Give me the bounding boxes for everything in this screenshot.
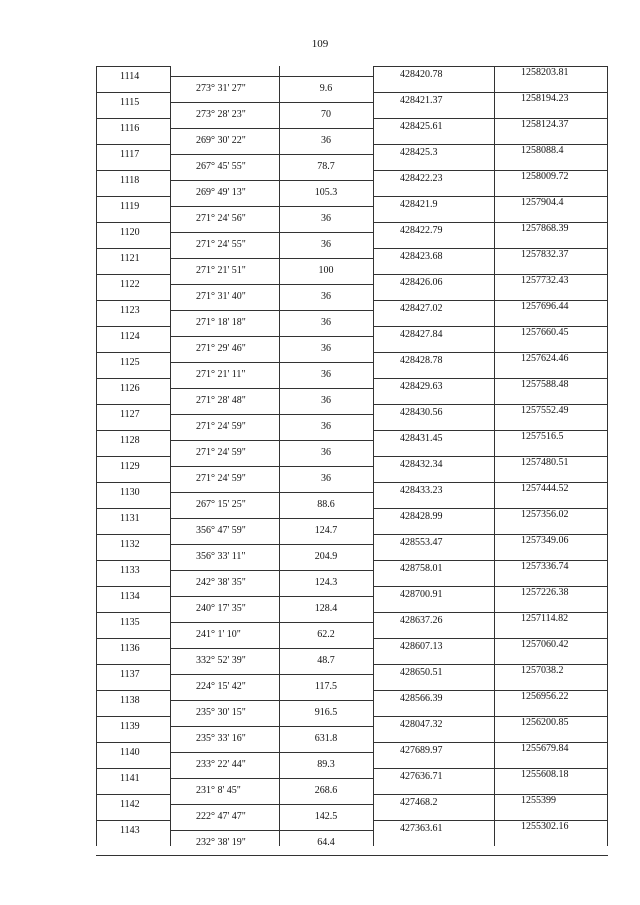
distance: 36 xyxy=(321,135,331,146)
row-rule-coordinates xyxy=(373,794,608,795)
row-rule-segment xyxy=(170,648,373,649)
table-row xyxy=(96,482,608,508)
y-coordinate: 1257060.42 xyxy=(521,639,569,650)
table-row xyxy=(96,560,608,586)
row-rule-bottom xyxy=(96,855,608,856)
bearing: 235° 33' 16" xyxy=(196,733,246,744)
y-coordinate: 1257356.02 xyxy=(521,509,569,520)
row-rule-coordinates xyxy=(373,664,608,665)
row-rule-coordinates xyxy=(373,170,608,171)
y-coordinate: 1257038.2 xyxy=(521,665,564,676)
row-rule-point xyxy=(96,664,170,665)
row-rule-point xyxy=(96,92,170,93)
y-coordinate: 1257696.44 xyxy=(521,301,569,312)
x-coordinate: 428047.32 xyxy=(400,719,443,730)
distance: 36 xyxy=(321,369,331,380)
y-coordinate: 1256200.85 xyxy=(521,717,569,728)
y-coordinate: 1258194.23 xyxy=(521,93,569,104)
x-coordinate: 428700.91 xyxy=(400,589,443,600)
y-coordinate: 1257516.5 xyxy=(521,431,564,442)
table-row xyxy=(96,300,608,326)
row-rule-point xyxy=(96,794,170,795)
table-row xyxy=(96,638,608,664)
x-coordinate: 427363.61 xyxy=(400,823,443,834)
row-rule-point xyxy=(96,378,170,379)
row-rule-segment xyxy=(170,414,373,415)
row-rule-point xyxy=(96,222,170,223)
point-number: 1134 xyxy=(120,591,140,602)
y-coordinate: 1255302.16 xyxy=(521,821,569,832)
y-coordinate: 1257832.37 xyxy=(521,249,569,260)
row-rule-coordinates xyxy=(373,378,608,379)
y-coordinate: 1257480.51 xyxy=(521,457,569,468)
table-row xyxy=(96,508,608,534)
row-rule-segment xyxy=(170,206,373,207)
distance: 204.9 xyxy=(314,551,338,562)
row-rule-coordinates xyxy=(373,274,608,275)
row-rule-segment xyxy=(170,154,373,155)
x-coordinate: 428566.39 xyxy=(400,693,443,704)
row-rule-coordinates xyxy=(373,820,608,821)
distance: 100 xyxy=(318,265,334,276)
row-rule-coordinates xyxy=(373,352,608,353)
distance: 128.4 xyxy=(314,603,338,614)
row-rule-segment xyxy=(170,128,373,129)
point-number: 1141 xyxy=(120,773,140,784)
row-rule-point xyxy=(96,274,170,275)
bearing: 271° 24' 56" xyxy=(196,213,246,224)
bearing: 356° 47' 59" xyxy=(196,525,246,536)
row-rule-point xyxy=(96,248,170,249)
x-coordinate: 428427.02 xyxy=(400,303,443,314)
table-row xyxy=(96,222,608,248)
bearing: 269° 30' 22" xyxy=(196,135,246,146)
x-coordinate: 428637.26 xyxy=(400,615,443,626)
distance: 36 xyxy=(321,291,331,302)
point-number: 1124 xyxy=(120,331,140,342)
x-coordinate: 428432.34 xyxy=(400,459,443,470)
table-row xyxy=(96,456,608,482)
row-rule-segment xyxy=(170,440,373,441)
distance: 142.5 xyxy=(314,811,338,822)
table-row xyxy=(96,326,608,352)
row-rule-point xyxy=(96,560,170,561)
table-row xyxy=(96,430,608,456)
bearing: 271° 21' 11" xyxy=(196,369,246,380)
point-number: 1116 xyxy=(120,123,140,134)
bearing: 269° 49' 13" xyxy=(196,187,246,198)
distance: 36 xyxy=(321,213,331,224)
point-number: 1135 xyxy=(120,617,140,628)
table-row xyxy=(96,820,608,846)
x-coordinate: 428425.61 xyxy=(400,121,443,132)
table-row xyxy=(96,664,608,690)
distance: 89.3 xyxy=(317,759,335,770)
y-coordinate: 1255399 xyxy=(521,795,556,806)
table-row xyxy=(96,794,608,820)
distance: 36 xyxy=(321,395,331,406)
row-rule-coordinates xyxy=(373,638,608,639)
row-rule-point xyxy=(96,196,170,197)
table-row xyxy=(96,196,608,222)
distance: 48.7 xyxy=(317,655,335,666)
distance: 88.6 xyxy=(317,499,335,510)
row-rule-segment xyxy=(170,388,373,389)
bearing: 267° 15' 25" xyxy=(196,499,246,510)
y-coordinate: 1257660.45 xyxy=(521,327,569,338)
point-number: 1131 xyxy=(120,513,140,524)
row-rule-segment xyxy=(170,726,373,727)
row-rule-point xyxy=(96,768,170,769)
y-coordinate: 1257349.06 xyxy=(521,535,569,546)
table-row xyxy=(96,248,608,274)
distance: 36 xyxy=(321,239,331,250)
x-coordinate: 428421.37 xyxy=(400,95,443,106)
bearing: 232° 38' 19" xyxy=(196,837,246,848)
y-coordinate: 1257732.43 xyxy=(521,275,569,286)
distance: 268.6 xyxy=(314,785,338,796)
row-rule-coordinates xyxy=(373,508,608,509)
row-rule-coordinates xyxy=(373,118,608,119)
x-coordinate: 427468.2 xyxy=(400,797,438,808)
row-rule-point xyxy=(96,612,170,613)
y-coordinate: 1257588.48 xyxy=(521,379,569,390)
row-rule-point xyxy=(96,352,170,353)
y-coordinate: 1258088.4 xyxy=(521,145,564,156)
bearing: 271° 28' 48" xyxy=(196,395,246,406)
row-rule-point xyxy=(96,326,170,327)
x-coordinate: 428428.78 xyxy=(400,355,443,366)
row-rule-segment xyxy=(170,310,373,311)
bearing: 233° 22' 44" xyxy=(196,759,246,770)
distance: 916.5 xyxy=(314,707,338,718)
row-rule-coordinates xyxy=(373,560,608,561)
x-coordinate: 428422.79 xyxy=(400,225,443,236)
y-coordinate: 1258203.81 xyxy=(521,67,569,78)
row-rule-segment xyxy=(170,492,373,493)
row-rule-point xyxy=(96,144,170,145)
distance: 36 xyxy=(321,317,331,328)
bearing: 332° 52' 39" xyxy=(196,655,246,666)
distance: 36 xyxy=(321,343,331,354)
bearing: 271° 24' 59" xyxy=(196,473,246,484)
x-coordinate: 427689.97 xyxy=(400,745,443,756)
distance: 36 xyxy=(321,473,331,484)
row-rule-point xyxy=(96,170,170,171)
row-rule-point xyxy=(96,66,170,67)
row-rule-coordinates xyxy=(373,404,608,405)
point-number: 1119 xyxy=(120,201,140,212)
table-row xyxy=(96,612,608,638)
row-rule-segment xyxy=(170,804,373,805)
row-rule-point xyxy=(96,586,170,587)
table-row xyxy=(96,118,608,144)
x-coordinate: 428607.13 xyxy=(400,641,443,652)
bearing: 271° 31' 40" xyxy=(196,291,246,302)
y-coordinate: 1255608.18 xyxy=(521,769,569,780)
point-number: 1121 xyxy=(120,253,140,264)
x-coordinate: 428426.06 xyxy=(400,277,443,288)
x-coordinate: 428421.9 xyxy=(400,199,438,210)
bearing: 271° 24' 55" xyxy=(196,239,246,250)
row-rule-coordinates xyxy=(373,586,608,587)
row-rule-segment xyxy=(170,830,373,831)
point-number: 1136 xyxy=(120,643,140,654)
row-rule-segment xyxy=(170,778,373,779)
row-rule-coordinates xyxy=(373,768,608,769)
table-row xyxy=(96,378,608,404)
coordinate-table xyxy=(96,66,608,846)
row-rule-segment xyxy=(170,180,373,181)
point-number: 1127 xyxy=(120,409,140,420)
y-coordinate: 1257114.82 xyxy=(521,613,569,624)
table-row xyxy=(96,170,608,196)
point-number: 1118 xyxy=(120,175,140,186)
row-rule-point xyxy=(96,118,170,119)
table-row xyxy=(96,352,608,378)
table-row xyxy=(96,768,608,794)
distance: 124.7 xyxy=(314,525,338,536)
y-coordinate: 1257552.49 xyxy=(521,405,569,416)
row-rule-segment xyxy=(170,674,373,675)
point-number: 1120 xyxy=(120,227,140,238)
row-rule-coordinates xyxy=(373,430,608,431)
bearing: 356° 33' 11" xyxy=(196,551,246,562)
row-rule-point xyxy=(96,430,170,431)
row-rule-segment xyxy=(170,752,373,753)
x-coordinate: 427636.71 xyxy=(400,771,443,782)
point-number: 1133 xyxy=(120,565,140,576)
distance: 631.8 xyxy=(314,733,338,744)
point-number: 1143 xyxy=(120,825,140,836)
row-rule-segment xyxy=(170,284,373,285)
table-row xyxy=(96,716,608,742)
row-rule-coordinates xyxy=(373,300,608,301)
point-number: 1128 xyxy=(120,435,140,446)
row-rule-segment xyxy=(170,258,373,259)
row-rule-coordinates xyxy=(373,248,608,249)
y-coordinate: 1258124.37 xyxy=(521,119,569,130)
point-number: 1122 xyxy=(120,279,140,290)
row-rule-point xyxy=(96,716,170,717)
point-number: 1138 xyxy=(120,695,140,706)
y-coordinate: 1257226.38 xyxy=(521,587,569,598)
x-coordinate: 428425.3 xyxy=(400,147,438,158)
row-rule-coordinates xyxy=(373,742,608,743)
row-rule-segment xyxy=(170,466,373,467)
distance: 9.6 xyxy=(319,83,333,94)
bearing: 242° 38' 35" xyxy=(196,577,246,588)
row-rule-segment xyxy=(170,518,373,519)
point-number: 1139 xyxy=(120,721,140,732)
x-coordinate: 428428.99 xyxy=(400,511,443,522)
row-rule-segment xyxy=(170,622,373,623)
distance: 64.4 xyxy=(317,837,335,848)
bearing: 271° 29' 46" xyxy=(196,343,246,354)
distance: 78.7 xyxy=(317,161,335,172)
y-coordinate: 1255679.84 xyxy=(521,743,569,754)
distance: 124.3 xyxy=(314,577,338,588)
point-number: 1132 xyxy=(120,539,140,550)
row-rule-segment xyxy=(170,76,373,77)
row-rule-point xyxy=(96,456,170,457)
distance: 70 xyxy=(321,109,331,120)
bearing: 267° 45' 55" xyxy=(196,161,246,172)
table-row xyxy=(96,144,608,170)
row-rule-point xyxy=(96,404,170,405)
table-row xyxy=(96,742,608,768)
point-number: 1129 xyxy=(120,461,140,472)
table-row xyxy=(96,66,608,92)
y-coordinate: 1257904.4 xyxy=(521,197,564,208)
x-coordinate: 428431.45 xyxy=(400,433,443,444)
point-number: 1126 xyxy=(120,383,140,394)
y-coordinate: 1257868.39 xyxy=(521,223,569,234)
table-row xyxy=(96,534,608,560)
x-coordinate: 428429.63 xyxy=(400,381,443,392)
row-rule-segment xyxy=(170,102,373,103)
row-rule-segment xyxy=(170,336,373,337)
bearing: 273° 28' 23" xyxy=(196,109,246,120)
distance: 117.5 xyxy=(314,681,338,692)
distance: 105.3 xyxy=(314,187,338,198)
y-coordinate: 1258009.72 xyxy=(521,171,569,182)
distance: 36 xyxy=(321,447,331,458)
table-row xyxy=(96,586,608,612)
x-coordinate: 428553.47 xyxy=(400,537,443,548)
point-number: 1125 xyxy=(120,357,140,368)
row-rule-segment xyxy=(170,596,373,597)
row-rule-coordinates xyxy=(373,612,608,613)
row-rule-coordinates xyxy=(373,482,608,483)
row-rule-segment xyxy=(170,700,373,701)
point-number: 1114 xyxy=(120,71,140,82)
point-number: 1123 xyxy=(120,305,140,316)
row-rule-coordinates xyxy=(373,690,608,691)
x-coordinate: 428430.56 xyxy=(400,407,443,418)
row-rule-segment xyxy=(170,232,373,233)
row-rule-point xyxy=(96,690,170,691)
bearing: 271° 18' 18" xyxy=(196,317,246,328)
row-rule-point xyxy=(96,534,170,535)
y-coordinate: 1257444.52 xyxy=(521,483,569,494)
table-row xyxy=(96,404,608,430)
row-rule-coordinates xyxy=(373,456,608,457)
distance: 36 xyxy=(321,421,331,432)
point-number: 1142 xyxy=(120,799,140,810)
row-rule-coordinates xyxy=(373,92,608,93)
row-rule-point xyxy=(96,300,170,301)
bearing: 231° 8' 45" xyxy=(196,785,241,796)
point-number: 1130 xyxy=(120,487,140,498)
row-rule-point xyxy=(96,508,170,509)
x-coordinate: 428422.23 xyxy=(400,173,443,184)
row-rule-coordinates xyxy=(373,66,608,67)
row-rule-segment xyxy=(170,362,373,363)
bearing: 224° 15' 42" xyxy=(196,681,246,692)
y-coordinate: 1257336.74 xyxy=(521,561,569,572)
bearing: 240° 17' 35" xyxy=(196,603,246,614)
bearing: 271° 24' 59" xyxy=(196,447,246,458)
row-rule-point xyxy=(96,638,170,639)
table-row xyxy=(96,92,608,118)
row-rule-coordinates xyxy=(373,326,608,327)
x-coordinate: 428650.51 xyxy=(400,667,443,678)
x-coordinate: 428758.01 xyxy=(400,563,443,574)
distance: 62.2 xyxy=(317,629,335,640)
row-rule-coordinates xyxy=(373,222,608,223)
bearing: 273° 31' 27" xyxy=(196,83,246,94)
point-number: 1117 xyxy=(120,149,140,160)
bearing: 222° 47' 47" xyxy=(196,811,246,822)
row-rule-segment xyxy=(170,544,373,545)
row-rule-coordinates xyxy=(373,196,608,197)
y-coordinate: 1256956.22 xyxy=(521,691,569,702)
row-rule-coordinates xyxy=(373,144,608,145)
point-number: 1140 xyxy=(120,747,140,758)
x-coordinate: 428423.68 xyxy=(400,251,443,262)
point-number: 1115 xyxy=(120,97,140,108)
row-rule-segment xyxy=(170,570,373,571)
bearing: 241° 1' 10" xyxy=(196,629,241,640)
x-coordinate: 428433.23 xyxy=(400,485,443,496)
row-rule-point xyxy=(96,482,170,483)
row-rule-point xyxy=(96,742,170,743)
bearing: 271° 24' 59" xyxy=(196,421,246,432)
x-coordinate: 428420.78 xyxy=(400,69,443,80)
bearing: 271° 21' 51" xyxy=(196,265,246,276)
x-coordinate: 428427.84 xyxy=(400,329,443,340)
row-rule-coordinates xyxy=(373,716,608,717)
table-row xyxy=(96,274,608,300)
table-row xyxy=(96,690,608,716)
page-number: 109 xyxy=(311,38,329,50)
row-rule-coordinates xyxy=(373,534,608,535)
y-coordinate: 1257624.46 xyxy=(521,353,569,364)
row-rule-point xyxy=(96,820,170,821)
point-number: 1137 xyxy=(120,669,140,680)
bearing: 235° 30' 15" xyxy=(196,707,246,718)
